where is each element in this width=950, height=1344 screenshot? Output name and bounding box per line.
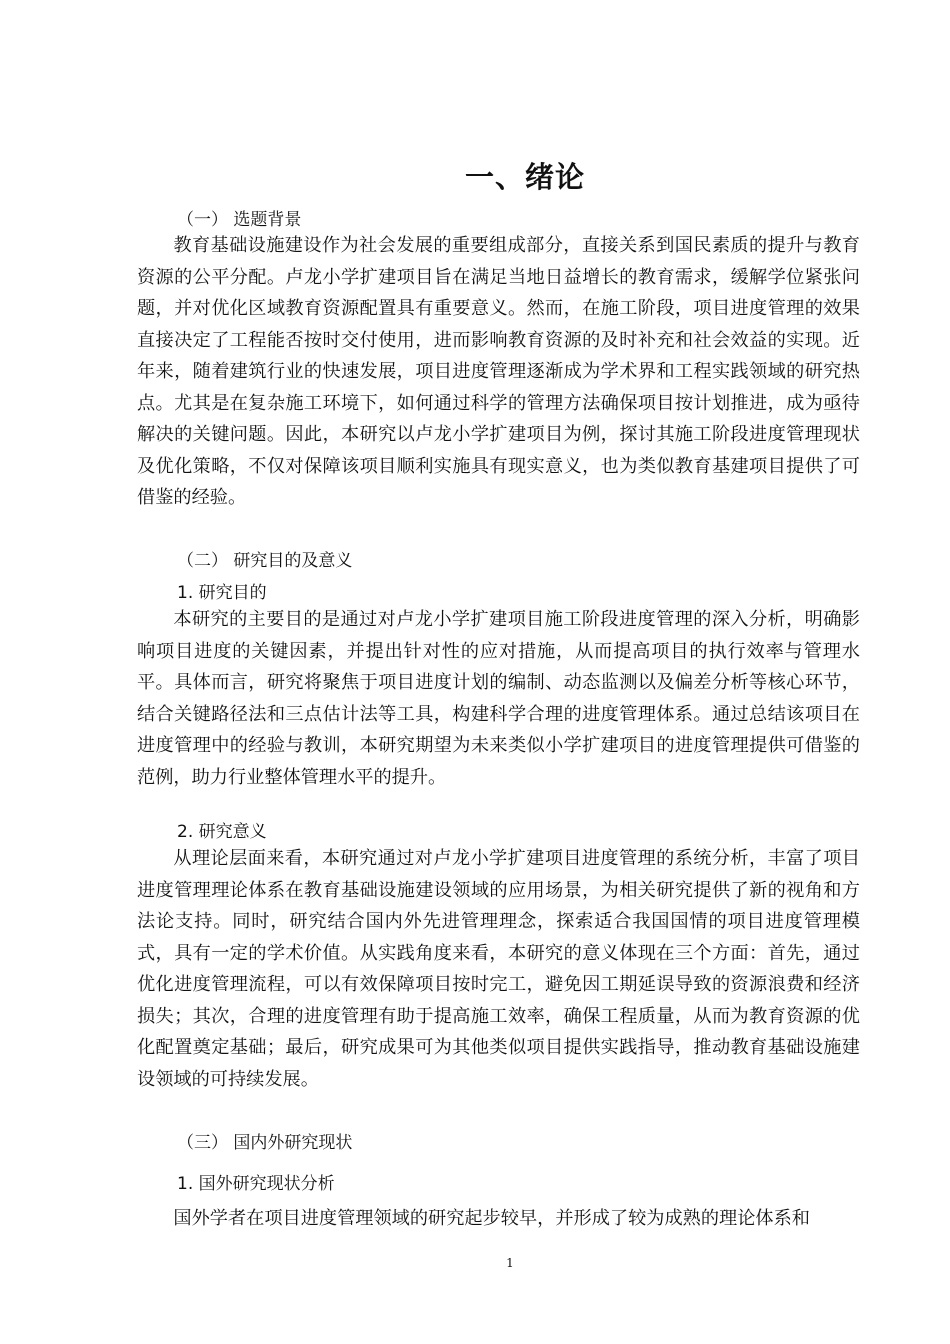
subsection-heading-significance: 2. 研究意义 <box>177 822 267 842</box>
subsection-heading-purpose: 1. 研究目的 <box>177 583 267 603</box>
chapter-title: 一、绪论 <box>464 160 585 194</box>
section-heading-purpose-significance: （二） 研究目的及意义 <box>177 551 353 571</box>
paragraph-purpose: 本研究的主要目的是通过对卢龙小学扩建项目施工阶段进度管理的深入分析，明确影响项目进度的关键因素，并提出针对性的应对措施，从而提高项目的执行效率与管理水平。具体而言，研究将聚焦于项目进度计划的编制、动态监测以及偏差分析等核心环节，结合关键路径法和三点估计法等工具，构建科学合理的进度管理体系。通过总结该项目在进度管理中的经验与教训，本研究期望为未来类似小学扩建项目的进度管理提供可借鉴的范例，助力行业整体管理水平的提升。 <box>137 609 860 788</box>
paragraph-significance: 从理论层面来看，本研究通过对卢龙小学扩建项目进度管理的系统分析，丰富了项目进度管理理论体系在教育基础设施建设领域的应用场景，为相关研究提供了新的视角和方法论支持。同时，研究结合国内外先进管理理念，探索适合我国国情的项目进度管理模式，具有一定的学术价值。从实践角度来看，本研究的意义体现在三个方面：首先，通过优化进度管理流程，可以有效保障项目按时完工，避免因工期延误导致的资源浪费和经济损失；其次，合理的进度管理有助于提高施工效率，确保工程质量，从而为教育资源的优化配置奠定基础；最后，研究成果可为其他类似项目提供实践指导，推动教育基础设施建设领域的可持续发展。 <box>137 848 860 1090</box>
section-heading-background: （一） 选题背景 <box>177 210 302 230</box>
paragraph-background: 教育基础设施建设作为社会发展的重要组成部分，直接关系到国民素质的提升与教育资源的公平分配。卢龙小学扩建项目旨在满足当地日益增长的教育需求，缓解学位紧张问题，并对优化区域教育资源配置具有重要意义。然而，在施工阶段，项目进度管理的效果直接决定了工程能否按时交付使用，进而影响教育资源的及时补充和社会效益的实现。近年来，随着建筑行业的快速发展，项目进度管理逐渐成为学术界和工程实践领域的研究热点。尤其是在复杂施工环境下，如何通过科学的管理方法确保项目按计划推进，成为亟待解决的关键问题。因此，本研究以卢龙小学扩建项目为例，探讨其施工阶段进度管理现状及优化策略，不仅对保障该项目顺利实施具有现实意义，也为类似教育基建项目提供了可借鉴的经验。 <box>137 235 860 508</box>
subsection-heading-foreign-research: 1. 国外研究现状分析 <box>177 1174 335 1194</box>
section-heading-research-status: （三） 国内外研究现状 <box>177 1133 353 1153</box>
paragraph-foreign-research: 国外学者在项目进度管理领域的研究起步较早，并形成了较为成熟的理论体系和 <box>173 1208 810 1229</box>
page-number: 1 <box>506 1256 514 1270</box>
